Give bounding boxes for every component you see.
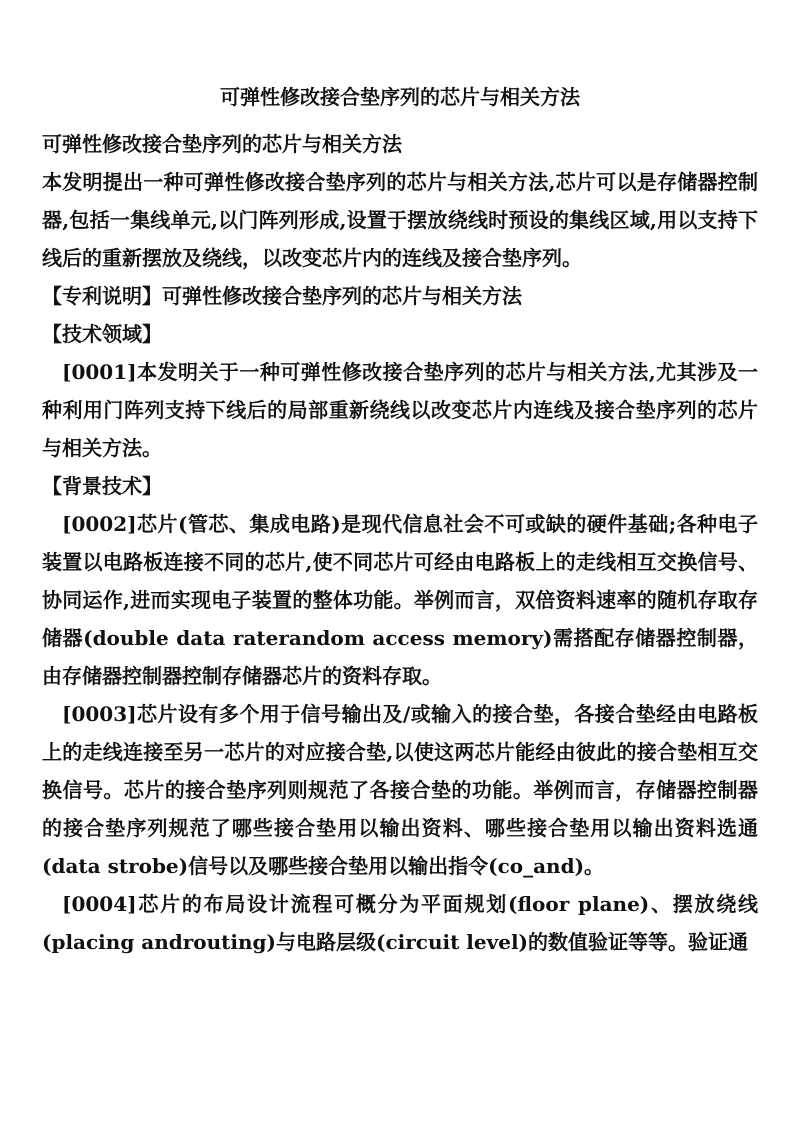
paragraph-0001: [0001]本发明关于一种可弹性修改接合垫序列的芯片与相关方法,尤其涉及一种利用门阵列支持下线后的局部重新绕线以改变芯片内连线及接合垫序列的芯片与相关方法。 (42, 360, 758, 460)
patent-note-heading: 【专利说明】可弹性修改接合垫序列的芯片与相关方法 (42, 284, 522, 308)
technical-field-heading: 【技术领域】 (42, 322, 162, 346)
paragraph-0002: [0002]芯片(管芯、集成电路)是现代信息社会不可或缺的硬件基础;各种电子装置以电路板连接不同的芯片,使不同芯片可经由电路板上的走线相互交换信号、协同运作,进而实现电子装置的整体功能。举例而言，双倍资料速率的随机存取存储器(double data raterandom access memory)需搭配存储器控制器，由存储器控制器控制存储器芯片的资料存取。 (42, 512, 758, 688)
paragraph-0003: [0003]芯片设有多个用于信号输出及/或输入的接合垫，各接合垫经由电路板上的走线连接至另一芯片的对应接合垫,以使这两芯片能经由彼此的接合垫相互交换信号。芯片的接合垫序列则规范了各接合垫的功能。举例而言，存储器控制器的接合垫序列规范了哪些接合垫用以输出资料、哪些接合垫用以输出资料选通(data strobe)信号以及哪些接合垫用以输出指令(co_and)。 (42, 702, 758, 878)
paragraph-0004: [0004]芯片的布局设计流程可概分为平面规划(floor plane)、摆放绕线(placing androuting)与电路层级(circuit level)的数值验证等等。验证通 (42, 892, 758, 954)
abstract-paragraph: 本发明提出一种可弹性修改接合垫序列的芯片与相关方法,芯片可以是存储器控制器,包括一集线单元,以门阵列形成,设置于摆放绕线时预设的集线区域,用以支持下线后的重新摆放及绕线，以改变芯片内的连线及接合垫序列。 (42, 170, 758, 270)
document-subtitle: 可弹性修改接合垫序列的芯片与相关方法 (42, 132, 402, 156)
document-body (42, 163, 758, 961)
background-heading: 【背景技术】 (42, 474, 162, 498)
document-title: 可弹性修改接合垫序列的芯片与相关方法 (220, 85, 580, 109)
